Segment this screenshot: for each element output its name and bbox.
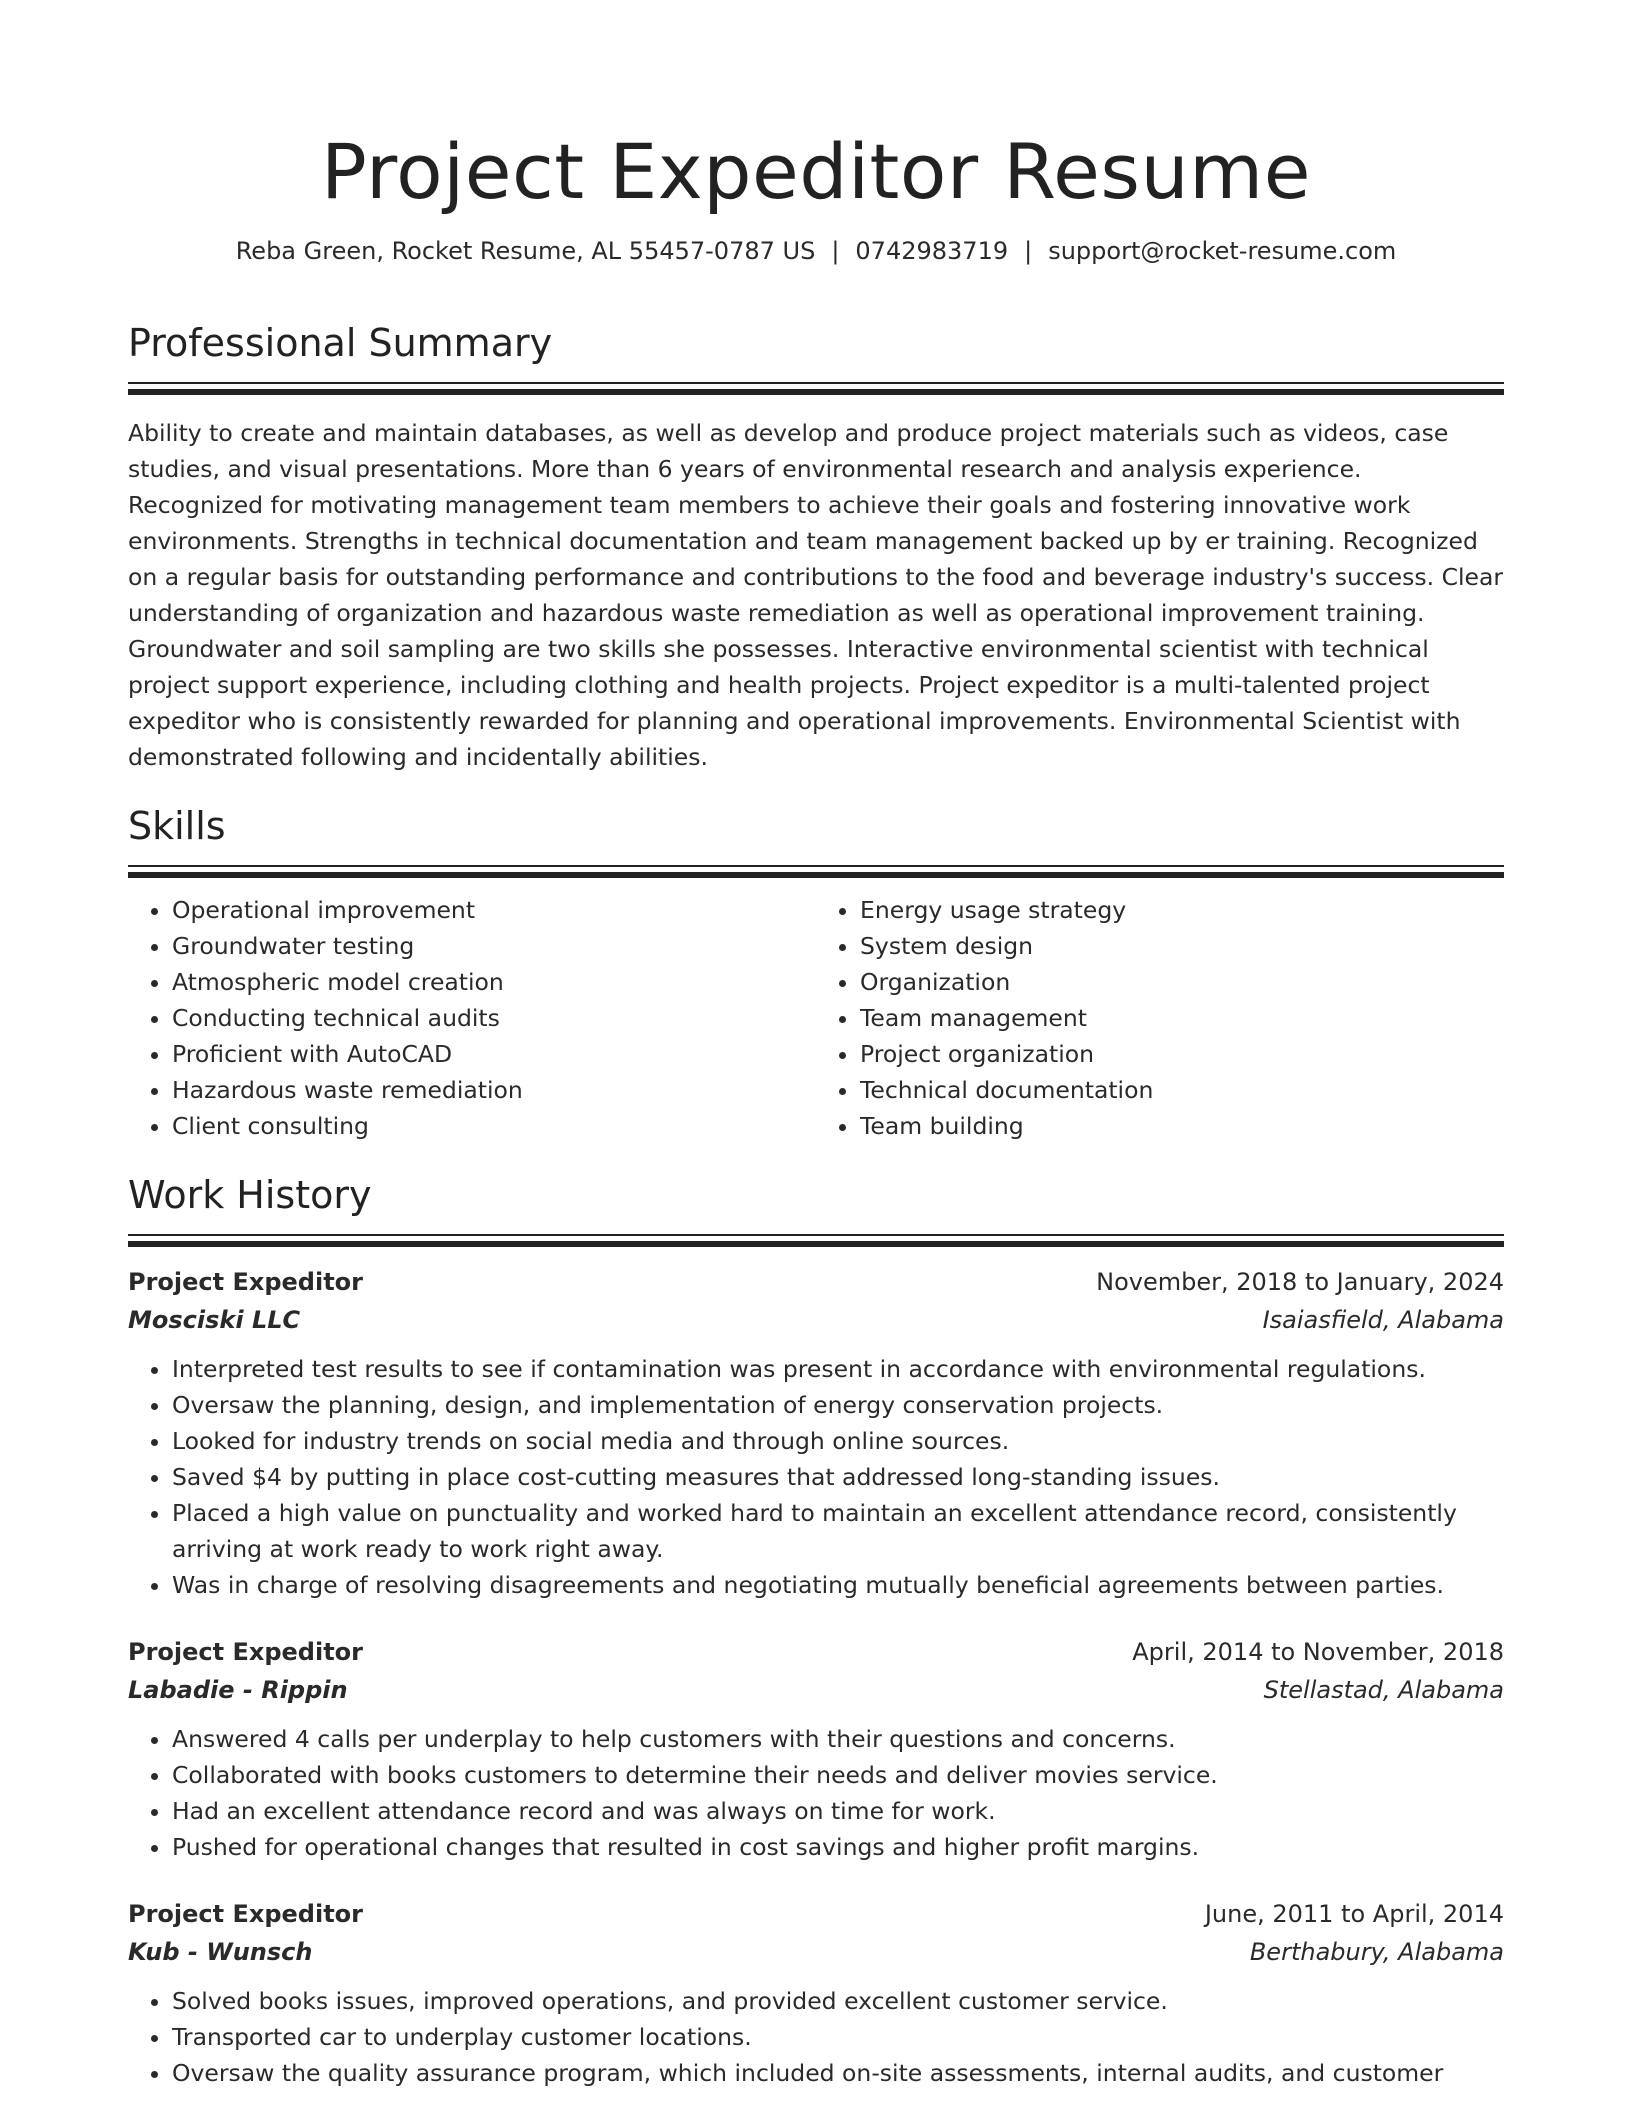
contact-separator: | [831,237,840,265]
job-bullet: • Looked for industry trends on social media and through online sources. [172,1423,1504,1459]
job-company-row [128,1671,1504,1709]
skill-item: • Client consulting [172,1108,816,1144]
job-bullet: • Solved books issues, improved operations, and provided excellent customer service. [172,1983,1504,2019]
contact-phone: 0742983719 [855,237,1009,265]
job-header-row [128,1633,1504,1671]
skill-item: • Project organization [860,1036,1504,1072]
job-header-row [128,1895,1504,1933]
job-bullet: • Had an excellent attendance record and was always on time for work. [172,1793,1504,1829]
skills-list-left [128,892,816,1144]
skill-item: • Technical documentation [860,1072,1504,1108]
contact-address: Reba Green, Rocket Resume, AL 55457-0787 US [235,237,816,265]
resume-title: Project Expeditor Resume [321,127,1311,216]
section-divider [128,382,1504,393]
job-location: Stellastad, Alabama [1263,1676,1504,1704]
skill-item: • Team management [860,1000,1504,1036]
job-entry [128,1895,1504,2091]
section-heading-skills: Skills [128,804,226,848]
section-heading-summary: Professional Summary [128,321,553,365]
job-dates: April, 2014 to November, 2018 [1132,1638,1504,1666]
contact-line [128,234,1504,268]
job-bullet: • Saved $4 by putting in place cost-cutting measures that addressed long-standing issues. [172,1459,1504,1495]
skill-item: • Conducting technical audits [172,1000,816,1036]
skill-item: • Operational improvement [172,892,816,928]
job-header-row [128,1263,1504,1301]
skills-list-right [816,892,1504,1144]
job-company: Kub - Wunsch [128,1938,313,1966]
job-bullet: • Oversaw the quality assurance program, which included on-site assessments, internal audits, and customer [172,2055,1504,2091]
section-heading-work-history: Work History [128,1173,372,1217]
job-company: Labadie - Rippin [128,1676,348,1704]
job-entry [128,1263,1504,1603]
job-bullet-list [128,1351,1504,1603]
job-bullet: • Placed a high value on punctuality and worked hard to maintain an excellent attendance record, consistently arriving at work ready to work right away. [172,1495,1504,1567]
resume-page [128,0,1504,2091]
job-bullet: • Was in charge of resolving disagreements and negotiating mutually beneficial agreements between parties. [172,1567,1504,1603]
skill-item: • Organization [860,964,1504,1000]
summary-text: Ability to create and maintain databases, as well as develop and produce project materials such as videos, case studies, and visual presentations. More than 6 years of environmental research and analysis experience. Recognized for motivating management team members to achieve their goals and fostering innovative work environments. Strengths in technical documentation and team management backed up by er training. Recognized on a regular basis for outstanding performance and contributions to the food and beverage industry's success. Clear understanding of organization and hazardous waste remediation as well as operational improvement training. Groundwater and soil sampling are two skills she possesses. Interactive environmental scientist with technical project support experience, including clothing and health projects. Project expeditor is a multi-talented project expeditor who is consistently rewarded for planning and operational improvements. Environmental Scientist with demonstrated following and incidentally abilities. [128,419,1504,771]
job-company-row [128,1301,1504,1339]
section-divider [128,1234,1504,1245]
job-bullet: • Answered 4 calls per underplay to help customers with their questions and concerns. [172,1721,1504,1757]
job-bullet: • Pushed for operational changes that resulted in cost savings and higher profit margins. [172,1829,1504,1865]
job-bullet: • Collaborated with books customers to determine their needs and deliver movies service. [172,1757,1504,1793]
skill-item: • Proficient with AutoCAD [172,1036,816,1072]
job-bullet: • Interpreted test results to see if contamination was present in accordance with environmental regulations. [172,1351,1504,1387]
skill-item: • Team building [860,1108,1504,1144]
job-company-row [128,1933,1504,1971]
job-title: Project Expeditor [128,1900,364,1928]
job-dates: November, 2018 to January, 2024 [1096,1268,1504,1296]
skill-item: • Groundwater testing [172,928,816,964]
job-bullet: • Transported car to underplay customer locations. [172,2019,1504,2055]
skills-grid [128,892,1504,1144]
contact-separator: | [1024,237,1033,265]
skill-item: • Hazardous waste remediation [172,1072,816,1108]
skill-item: • System design [860,928,1504,964]
job-dates: June, 2011 to April, 2014 [1204,1900,1504,1928]
job-title: Project Expeditor [128,1268,364,1296]
job-company: Mosciski LLC [128,1306,301,1334]
skill-item: • Atmospheric model creation [172,964,816,1000]
job-location: Isaiasfield, Alabama [1262,1306,1504,1334]
job-title: Project Expeditor [128,1638,364,1666]
professional-summary-section [128,318,1504,775]
job-location: Berthabury, Alabama [1249,1938,1504,1966]
section-divider [128,865,1504,876]
work-history-section [128,1170,1504,2091]
job-bullet-list [128,1721,1504,1865]
job-entry [128,1633,1504,1865]
skill-item: • Energy usage strategy [860,892,1504,928]
job-bullet: • Oversaw the planning, design, and implementation of energy conservation projects. [172,1387,1504,1423]
skills-section [128,801,1504,1144]
contact-email[interactable]: support@rocket-resume.com [1048,237,1397,265]
job-bullet-list [128,1983,1504,2091]
